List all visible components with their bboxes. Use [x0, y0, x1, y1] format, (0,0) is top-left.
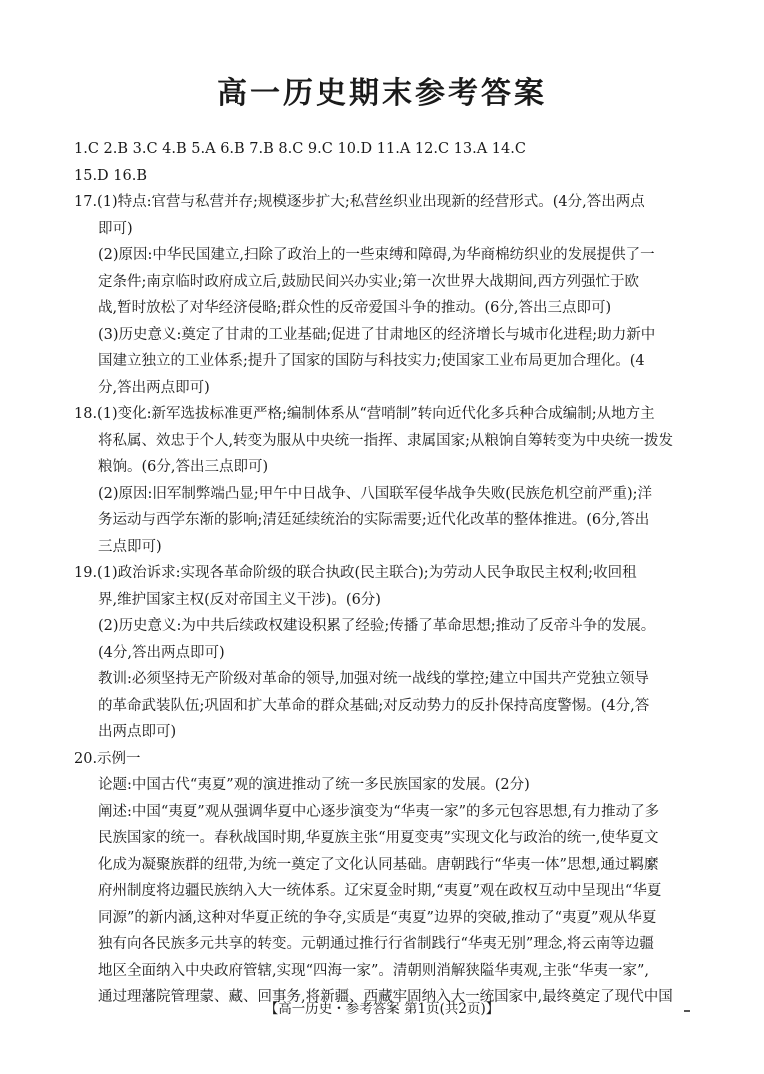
answer-line: 阐述:中国“夷夏”观从强调华夏中心逐步演变为“华夷一家”的多元包容思想,有力推动了多: [98, 803, 660, 820]
answer-line: 国建立独立的工业体系;提升了国家的国防与科技实力;使国家工业布局更加合理化。(4: [98, 353, 645, 369]
answer-line: 地区全面纳入中央政府管辖,实现“四海一家”。清朝则消解狭隘华夷观,主张“华夷一家”,: [98, 962, 649, 979]
answer-line: 18.(1)变化:新军选拔标准更严格;编制体系从“营哨制”转向近代化多兵种合成编制;从地方主: [74, 406, 655, 422]
answer-line: 论题:中国古代“夷夏”观的演进推动了统一多民族国家的发展。(2分): [98, 777, 530, 793]
answer-content: [74, 136, 690, 1011]
answer-line: (2)历史意义:为中共后续政权建设积累了经验;传播了革命思想;推动了反帝斗争的发展。: [98, 618, 656, 634]
answer-line: 通过理藩院管理蒙、藏、回事务,将新疆、西藏牢固纳入大一统国家中,最终奠定了现代中国: [98, 989, 673, 1005]
answer-line: 17.(1)特点:官营与私营并存;规模逐步扩大;私营丝织业出现新的经营形式。(4分,答出两点: [74, 194, 645, 210]
answer-line: 民族国家的统一。春秋战国时期,华夏族主张“用夏变夷”实现文化与政治的统一,使华夏文: [98, 830, 659, 846]
answer-line: 的革命武装队伍;巩固和扩大革命的群众基础;对反动势力的反扑保持高度警惕。(4分,答: [98, 697, 650, 714]
answer-line: 界,维护国家主权(反对帝国主义干涉)。(6分): [98, 591, 381, 608]
answer-line: 即可): [98, 220, 133, 237]
answer-line: (2)原因:中华民国建立,扫除了政治上的一些束缚和障碍,为华商棉纺织业的发展提供了一: [98, 247, 655, 263]
answer-line: 出两点即可): [98, 724, 177, 740]
answer-line: 20.示例一: [74, 750, 141, 767]
page-footer: 【高一历史・参考答案 第1页(共2页)】: [264, 1001, 500, 1017]
answer-line: 三点即可): [98, 538, 162, 555]
answer-line: 1.C 2.B 3.C 4.B 5.A 6.B 7.B 8.C 9.C 10.D 11.A 12.C 13.A 14.C: [74, 141, 526, 157]
answer-line: 化成为凝聚族群的纽带,为统一奠定了文化认同基础。唐朝践行“华夷一体”思想,通过羁縻: [98, 856, 659, 873]
page-title: 高一历史期末参考答案: [217, 76, 547, 111]
answer-line: 同源”的新内涵,这种对华夏正统的争夺,实质是“夷夏”边界的突破,推动了“夷夏”观从华夏: [98, 909, 657, 926]
answer-line: 将私属、效忠于个人,转变为服从中央统一指挥、隶属国家;从粮饷自筹转变为中央统一拨发: [98, 432, 673, 449]
answer-line: 务运动与西学东渐的影响;清廷延续统治的实际需要;近代化改革的整体推进。(6分,答出: [98, 512, 650, 528]
answer-line: (3)历史意义:奠定了甘肃的工业基础;促进了甘肃地区的经济增长与城市化进程;助力新中: [98, 326, 656, 343]
answer-line: 19.(1)政治诉求:实现各革命阶级的联合执政(民主联合);为劳动人民争取民主权利;收回租: [74, 565, 637, 581]
answer-line: 粮饷。(6分,答出三点即可): [98, 459, 269, 475]
answer-line: 分,答出两点即可): [98, 379, 210, 396]
corner-mark: [684, 1010, 690, 1012]
answer-line: 战,暂时放松了对华经济侵略;群众性的反帝爱国斗争的推动。(6分,答出三点即可): [98, 300, 612, 316]
answer-line: (2)原因:旧军制弊端凸显;甲午中日战争、八国联军侵华战争失败(民族危机空前严重);洋: [98, 485, 653, 502]
answer-line: 教训:必须坚持无产阶级对革命的领导,加强对统一战线的掌控;建立中国共产党独立领导: [98, 671, 649, 687]
answer-line: (4分,答出两点即可): [98, 644, 225, 661]
answer-line: 府州制度将边疆民族纳入大一统体系。辽宋夏金时期,“夷夏”观在政权互动中呈现出“华夏: [98, 883, 662, 899]
answer-line: 15.D 16.B: [74, 167, 148, 184]
answer-line: 定条件;南京临时政府成立后,鼓励民间兴办实业;第一次世界大战期间,西方列强忙于欧: [98, 273, 639, 290]
answer-line: 独有向各民族多元共享的转变。元朝通过推行行省制践行“华夷无别”理念,将云南等边疆: [98, 936, 654, 952]
